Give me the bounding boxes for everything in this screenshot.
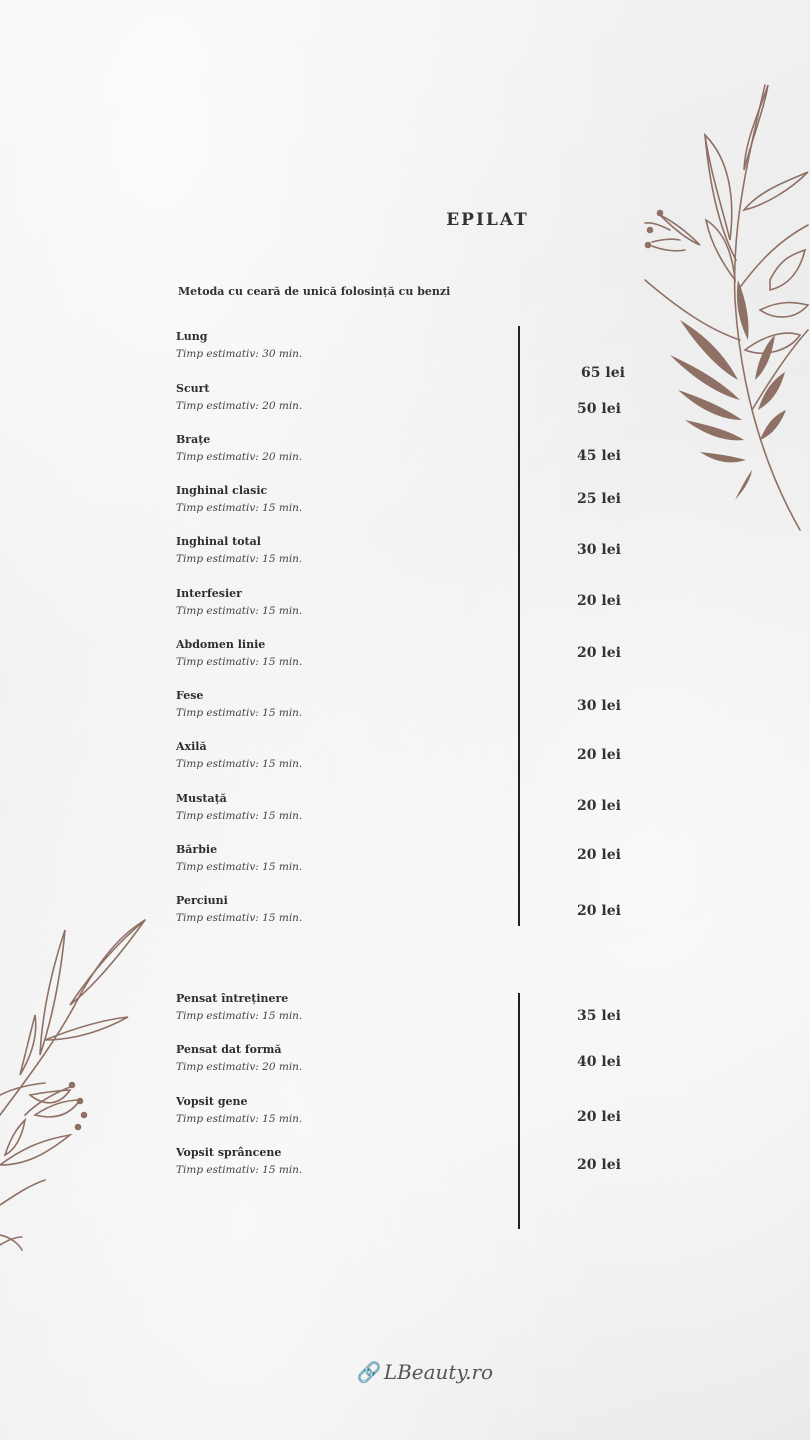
- divider-line-bottom: [518, 993, 520, 1229]
- service-name: Interfesier: [176, 587, 242, 600]
- section-subtitle: Metoda cu ceară de unică folosință cu benzi: [178, 285, 451, 298]
- service-time: Timp estimativ: 15 min.: [176, 605, 303, 617]
- service-time: Timp estimativ: 30 min.: [176, 348, 303, 360]
- service-price: 20 lei: [577, 645, 621, 661]
- service-name: Vopsit gene: [176, 1095, 248, 1108]
- service-time: Timp estimativ: 15 min.: [176, 912, 303, 924]
- service-name: Inghinal clasic: [176, 484, 268, 497]
- service-name: Mustață: [176, 792, 227, 805]
- service-time: Timp estimativ: 15 min.: [176, 656, 303, 668]
- divider-line-top: [518, 326, 520, 926]
- service-time: Timp estimativ: 20 min.: [176, 400, 303, 412]
- service-time: Timp estimativ: 15 min.: [176, 758, 303, 770]
- service-time: Timp estimativ: 15 min.: [176, 1113, 303, 1125]
- service-price: 35 lei: [577, 1008, 621, 1024]
- service-name: Brațe: [176, 433, 211, 446]
- service-price: 65 lei: [581, 365, 625, 381]
- botanical-illustration-top-right: [640, 80, 810, 540]
- service-price: 20 lei: [577, 903, 621, 919]
- service-price: 20 lei: [577, 593, 621, 609]
- botanical-illustration-bottom-left: [0, 915, 150, 1255]
- service-name: Inghinal total: [176, 535, 261, 548]
- website-text[interactable]: LBeauty.ro: [383, 1360, 494, 1384]
- link-icon: 🔗: [356, 1360, 382, 1384]
- service-name: Vopsit sprâncene: [176, 1146, 282, 1159]
- service-name: Axilă: [176, 740, 207, 753]
- service-time: Timp estimativ: 15 min.: [176, 861, 303, 873]
- service-time: Timp estimativ: 15 min.: [176, 502, 303, 514]
- service-time: Timp estimativ: 15 min.: [176, 1010, 303, 1022]
- service-price: 40 lei: [577, 1054, 621, 1070]
- page-title: EPILAT: [446, 210, 529, 230]
- service-price: 30 lei: [577, 698, 621, 714]
- service-price: 20 lei: [577, 1157, 621, 1173]
- service-name: Pensat dat formă: [176, 1043, 282, 1056]
- service-price: 20 lei: [577, 747, 621, 763]
- service-name: Pensat întreținere: [176, 992, 289, 1005]
- service-price: 20 lei: [577, 847, 621, 863]
- website-link[interactable]: [0, 1360, 810, 1384]
- service-time: Timp estimativ: 15 min.: [176, 810, 303, 822]
- service-price: 20 lei: [577, 1109, 621, 1125]
- service-name: Abdomen linie: [176, 638, 266, 651]
- service-name: Bărbie: [176, 843, 218, 856]
- service-price: 45 lei: [577, 448, 621, 464]
- service-name: Lung: [176, 330, 208, 343]
- service-time: Timp estimativ: 15 min.: [176, 707, 303, 719]
- service-price: 50 lei: [577, 401, 621, 417]
- service-time: Timp estimativ: 20 min.: [176, 451, 303, 463]
- service-price: 30 lei: [577, 542, 621, 558]
- service-time: Timp estimativ: 15 min.: [176, 553, 303, 565]
- service-price: 25 lei: [577, 491, 621, 507]
- service-name: Fese: [176, 689, 204, 702]
- service-price: 20 lei: [577, 798, 621, 814]
- service-name: Perciuni: [176, 894, 228, 907]
- service-time: Timp estimativ: 20 min.: [176, 1061, 303, 1073]
- service-time: Timp estimativ: 15 min.: [176, 1164, 303, 1176]
- service-name: Scurt: [176, 382, 210, 395]
